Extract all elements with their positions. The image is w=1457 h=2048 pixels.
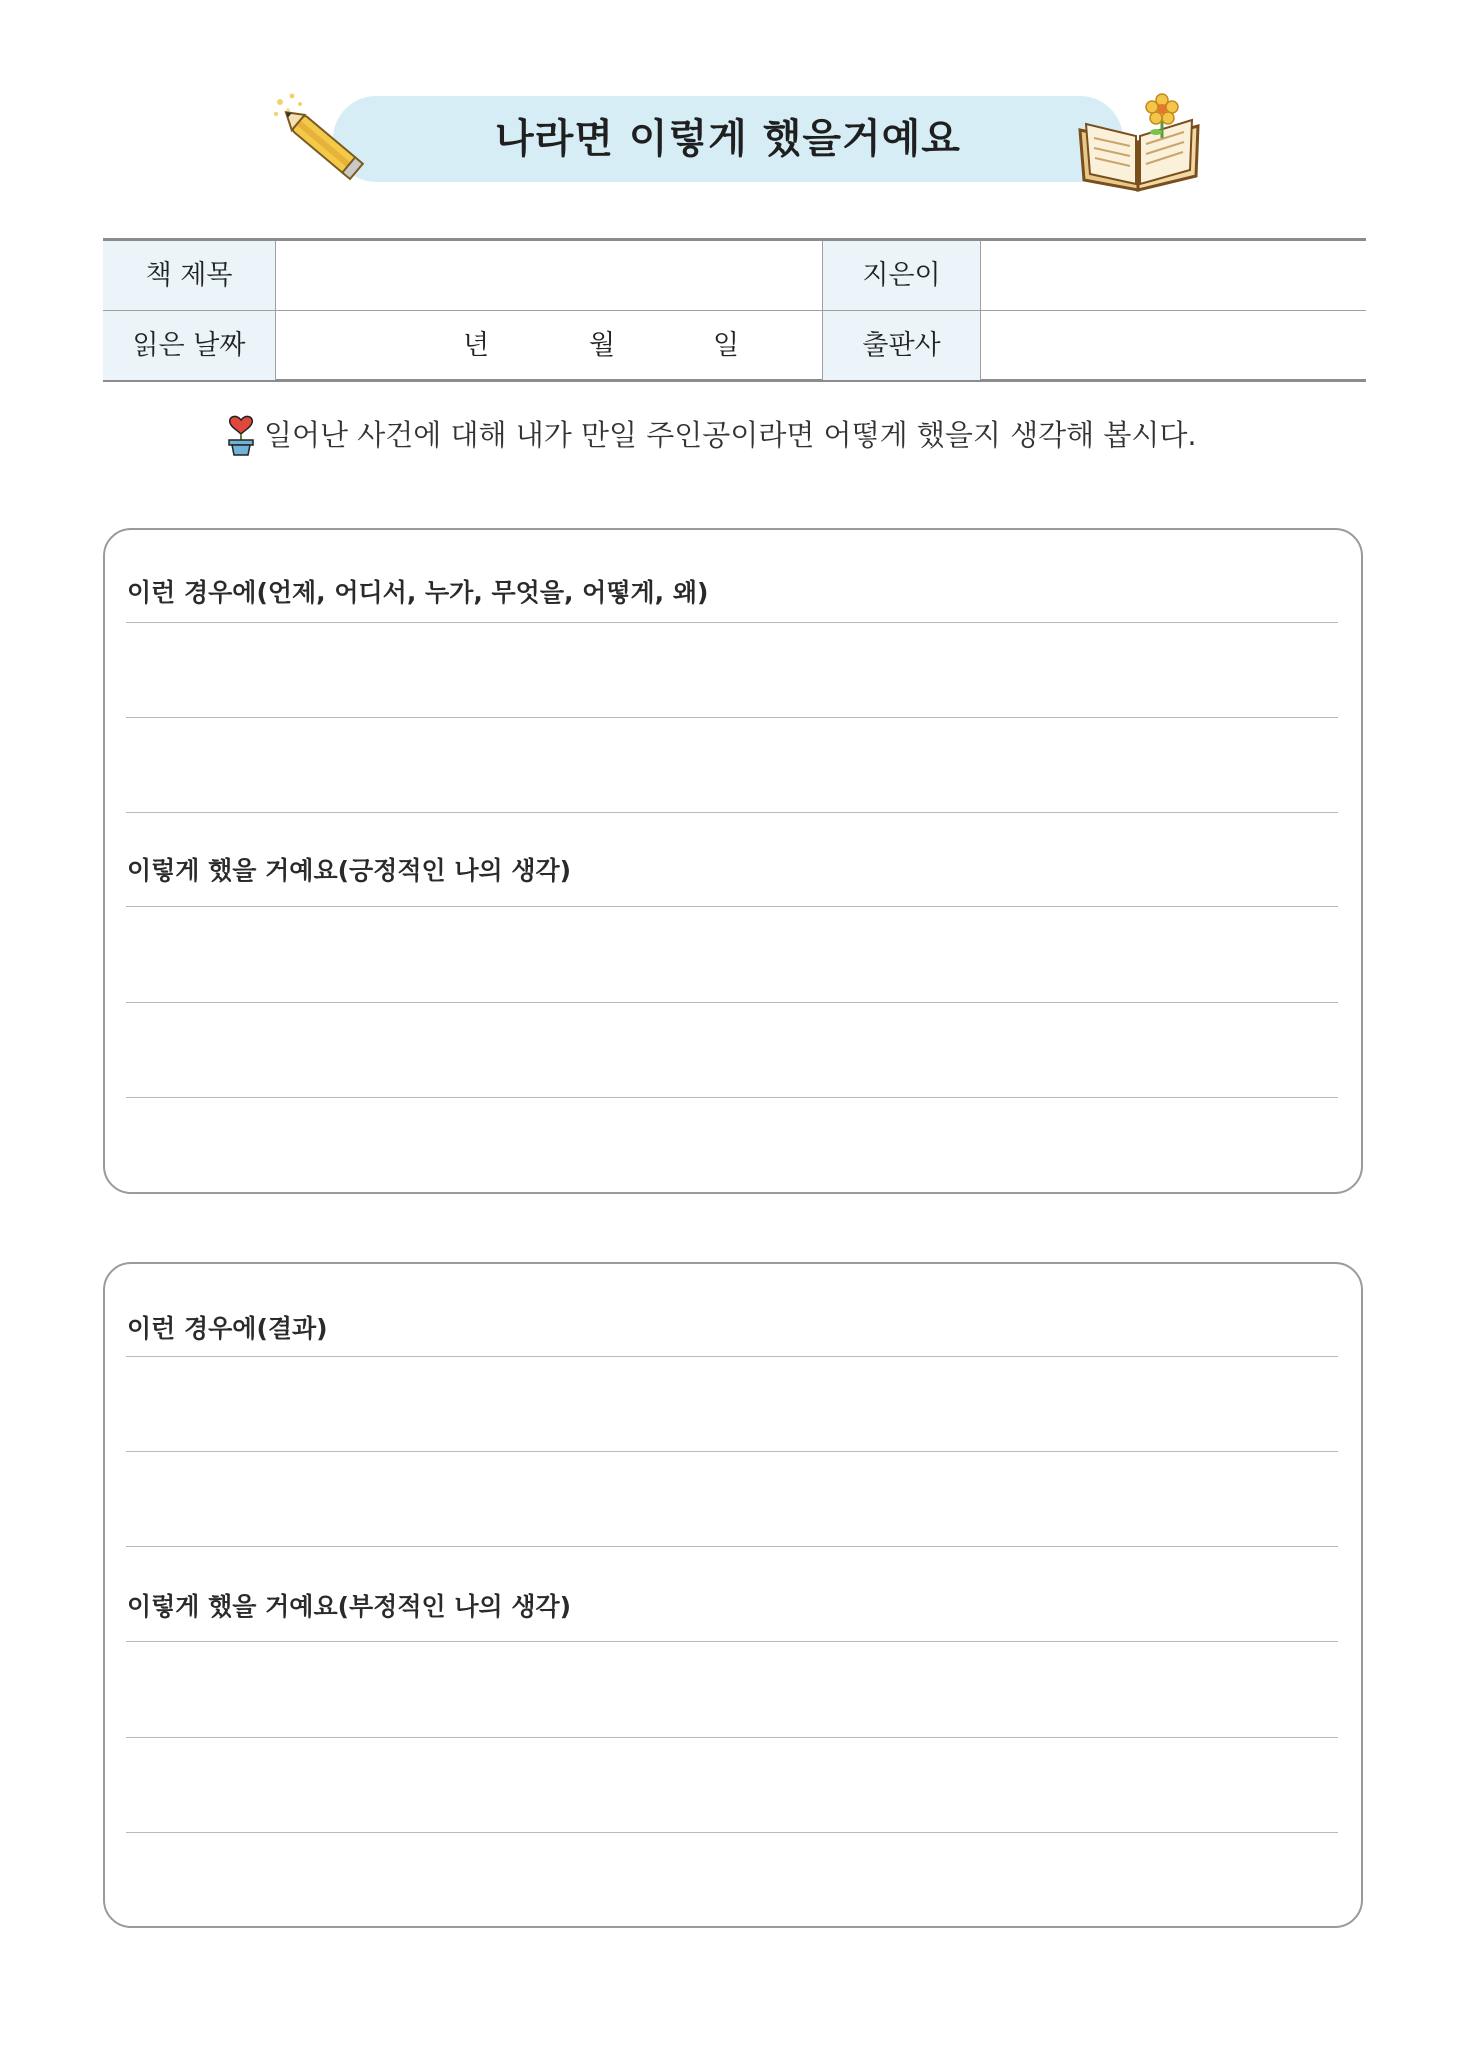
- writing-line[interactable]: [126, 1356, 1338, 1357]
- writing-line[interactable]: [126, 1002, 1338, 1003]
- situation-prompt: 이런 경우에(언제, 어디서, 누가, 무엇을, 어떻게, 왜): [127, 578, 709, 607]
- writing-line[interactable]: [126, 906, 1338, 907]
- open-book-flower-icon: [1070, 90, 1210, 200]
- book-title-label: 책 제목: [103, 241, 276, 310]
- year-label: 년: [463, 330, 490, 361]
- author-field[interactable]: [981, 241, 1366, 310]
- writing-line[interactable]: [126, 1451, 1338, 1452]
- writing-line[interactable]: [126, 1546, 1338, 1547]
- table-row: [103, 311, 1366, 380]
- read-date-label: 읽은 날짜: [103, 311, 276, 380]
- flower-pot-icon: [224, 414, 258, 456]
- writing-line[interactable]: [126, 717, 1338, 718]
- read-date-field[interactable]: [276, 311, 823, 380]
- writing-line[interactable]: [126, 1097, 1338, 1098]
- book-title-field[interactable]: [276, 241, 823, 310]
- table-row: [103, 241, 1366, 311]
- writing-line[interactable]: [126, 1832, 1338, 1833]
- publisher-field[interactable]: [981, 311, 1366, 380]
- month-label: 월: [589, 330, 616, 361]
- result-prompt: 이런 경우에(결과): [127, 1314, 328, 1343]
- writing-line[interactable]: [126, 1641, 1338, 1642]
- instruction-text: 일어난 사건에 대해 내가 만일 주인공이라면 어떻게 했을지 생각해 봅시다.: [264, 418, 1197, 452]
- page-title: 나라면 이렇게 했을거예요: [495, 116, 961, 162]
- positive-thought-prompt: 이렇게 했을 거예요(긍정적인 나의 생각): [127, 856, 572, 885]
- book-info-table: [103, 238, 1366, 382]
- pencil-icon: [270, 90, 380, 190]
- writing-line[interactable]: [126, 622, 1338, 623]
- day-label: 일: [713, 330, 740, 361]
- writing-line[interactable]: [126, 812, 1338, 813]
- negative-thought-prompt: 이렇게 했을 거예요(부정적인 나의 생각): [127, 1592, 572, 1621]
- author-label: 지은이: [823, 241, 981, 310]
- writing-line[interactable]: [126, 1737, 1338, 1738]
- publisher-label: 출판사: [823, 311, 981, 380]
